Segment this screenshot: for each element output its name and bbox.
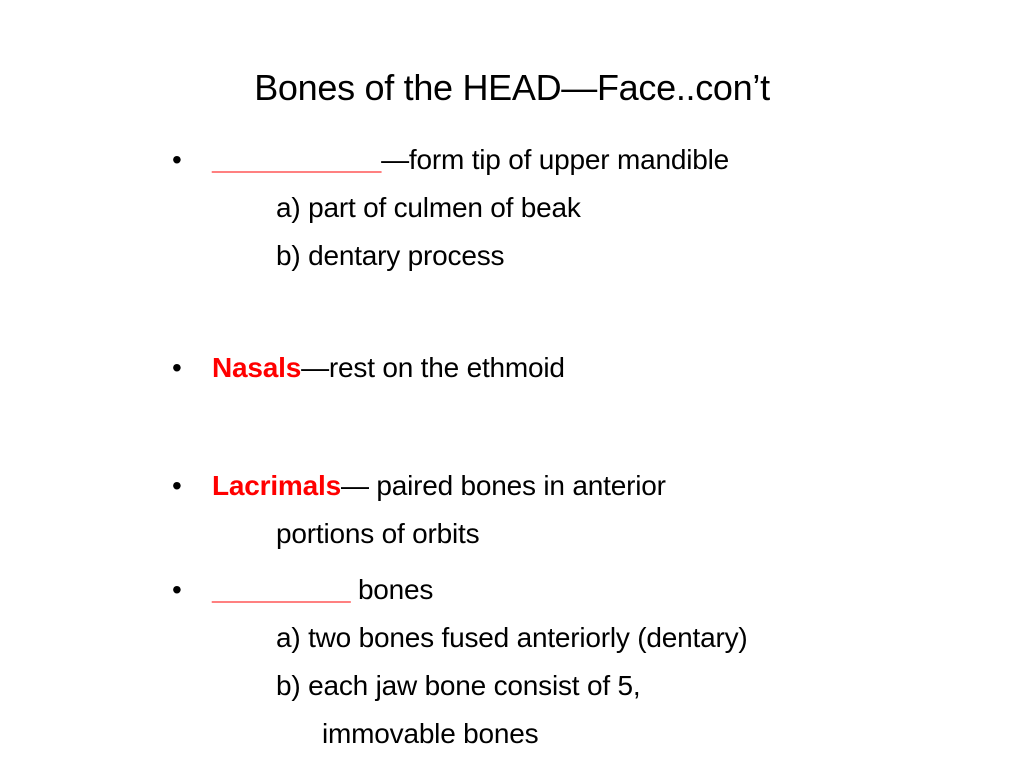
bullet-dot: •: [172, 144, 182, 175]
bullet-premaxillae: [172, 136, 972, 280]
bullet-dot: •: [172, 352, 182, 383]
bullet-text: —form tip of upper mandible: [381, 144, 729, 175]
bullet-sub-line: a) two bones fused anteriorly (dentary): [276, 622, 748, 653]
bullet-term-blank: ___________: [212, 144, 382, 175]
slide-title: Bones of the HEAD—Face..con’t: [254, 67, 770, 108]
bullet-nasals: [172, 344, 972, 392]
bullet-sub-line: a) part of culmen of beak: [276, 192, 581, 223]
bullet-text: —rest on the ethmoid: [301, 352, 565, 383]
bullet-main-line: [172, 462, 972, 510]
bullet-text: — paired bones in anterior: [340, 470, 666, 501]
bullet-main-line: [172, 344, 972, 392]
bullet-main-line: [172, 566, 972, 614]
bullet-text: bones: [350, 574, 434, 605]
bullet-sub-sub-line: immovable bones: [322, 718, 539, 749]
bullet-sub-line: portions of orbits: [276, 518, 480, 549]
bullet-main-line: [172, 136, 972, 184]
bullet-term: Nasals: [212, 352, 302, 383]
bullet-dot: •: [172, 574, 182, 605]
bullet-sub-line: b) dentary process: [276, 240, 505, 271]
bullet-dot: •: [172, 470, 182, 501]
bullet-lacrimals: [172, 462, 972, 558]
bullet-term-blank: _________: [212, 574, 351, 605]
bullet-mandible: [172, 566, 972, 758]
bullet-term: Lacrimals: [212, 470, 341, 501]
bullet-sub-line: b) each jaw bone consist of 5,: [276, 670, 641, 701]
